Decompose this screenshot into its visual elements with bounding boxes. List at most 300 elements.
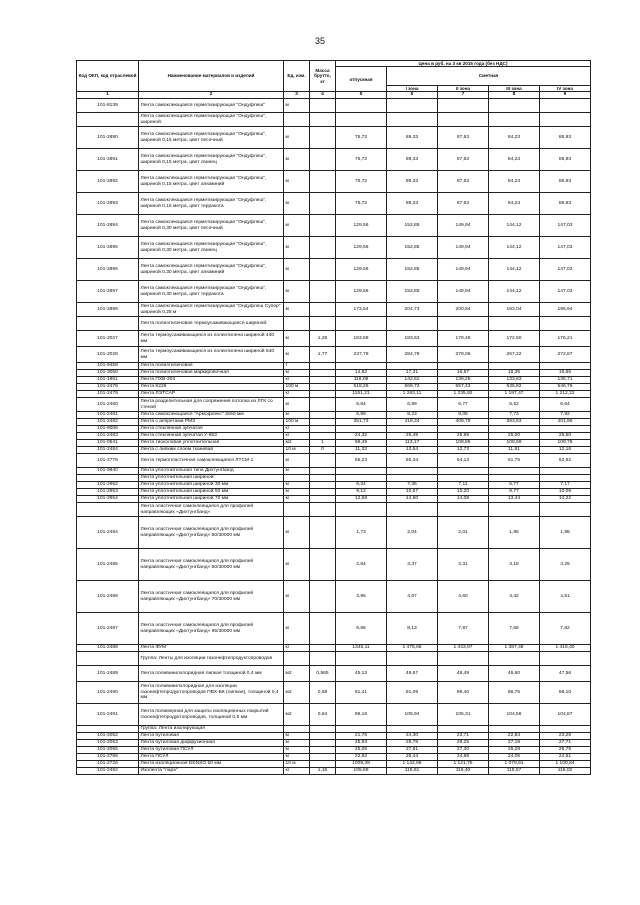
row-code [77,475,139,482]
row-unit: м [284,303,310,317]
row-code: 101-2894 [77,215,139,237]
row-price-zone-2: 1 235,92 [438,391,489,398]
row-price-release: 22,92 [336,754,387,761]
row-price-zone-1: 2,04 [387,517,438,549]
row-price-zone-3: 25,00 [489,433,540,440]
row-price-zone-3: 1 187,47 [489,391,540,398]
row-code: 101-2484 [77,447,139,454]
row-mass [310,303,336,317]
row-name: Лента изоляционная DENSO 50 мм [139,761,284,768]
row-price-release: 12,58 [336,496,387,503]
row-price-zone-1: 91,09 [387,682,438,704]
row-mass [310,761,336,768]
row-price-release: 6,34 [336,482,387,489]
row-price-zone-4: 7,92 [540,412,591,419]
row-mass: 1,25 [310,331,336,347]
row-price-zone-1: 27,81 [387,747,438,754]
row-mass [310,426,336,433]
row-mass [310,363,336,370]
row-mass [310,281,336,303]
row-price-zone-3: 4,42 [489,581,540,613]
row-price-zone-3: 1,95 [489,517,540,549]
row-price-release: 96,49 [336,440,387,447]
row-code: 101-2484 [77,517,139,549]
row-name: Лента уплотнительная типа Дихтунгбанд [139,468,284,475]
row-price-zone-2: 87,63 [438,171,489,193]
row-price-zone-3 [489,652,540,666]
row-unit: м [284,370,310,377]
row-name: Лента полимерная для защиты изоляционных покрытий газонефтепродуктопроводов, толщиной 0,5 мм [139,704,284,726]
header-column-numbers [77,92,591,99]
row-price-zone-2: 27,30 [438,747,489,754]
table-row [77,193,591,215]
row-name: Лента уплотнительная шириной 50 мм [139,489,284,496]
row-name: Лента тиоколовая уплотнительная [139,440,284,447]
row-price-zone-1: 152,85 [387,259,438,281]
row-unit: м [284,489,310,496]
row-price-release [336,503,387,517]
row-price-zone-4 [540,426,591,433]
row-code: 101-0541 [77,440,139,447]
header-zone-3: III зона [489,85,540,91]
row-price-zone-1: 183,63 [387,331,438,347]
row-name: Лента бутиловая ПСУЛ [139,747,284,754]
row-mass [310,740,336,747]
header-code: Код ОКП, код отраслевой [77,61,139,92]
row-price-zone-2: 7,97 [438,613,489,645]
row-price-release: 129,56 [336,215,387,237]
row-price-zone-3: 144,12 [489,259,540,281]
row-price-zone-2: 1 443,97 [438,645,489,652]
row-name: Лента К226 [139,384,284,391]
table-row [77,317,591,331]
row-price-zone-1 [387,503,438,517]
row-price-zone-3: 6,77 [489,482,540,489]
row-price-zone-3: 3,18 [489,549,540,581]
row-mass [310,475,336,482]
row-price-release: 2,84 [336,549,387,581]
row-unit: м [284,754,310,761]
table-row [77,454,591,468]
table-row [77,237,591,259]
row-price-zone-1: 10,57 [387,489,438,496]
row-price-zone-3 [489,363,540,370]
table-row [77,127,591,149]
row-price-zone-2: 278,06 [438,347,489,363]
row-price-zone-4: 546,76 [540,384,591,391]
row-price-release: 1151,21 [336,391,387,398]
table-row [77,482,591,489]
row-unit: м [284,517,310,549]
row-price-release: 14,82 [336,370,387,377]
row-price-zone-1: 152,85 [387,281,438,303]
table-row [77,384,591,391]
row-price-release: 21,76 [336,733,387,740]
row-price-zone-3: 9,77 [489,489,540,496]
row-code: 101-2055 [77,747,139,754]
row-price-zone-1: 17,31 [387,370,438,377]
row-price-zone-3: 267,22 [489,347,540,363]
row-code [77,726,139,733]
row-name: Лента стеклянная зубчатая [139,426,284,433]
row-code: 101-2897 [77,281,139,303]
row-price-zone-2: 149,94 [438,215,489,237]
row-price-zone-1 [387,99,438,113]
row-price-zone-3: 6,52 [489,398,540,412]
row-price-zone-2: 1 121,75 [438,761,489,768]
row-name: Лента самоклеющаяся герметизирующая "Ондуфлеш", шириной 0,15 метра, цвет терракота [139,193,284,215]
row-price-release: 1,73 [336,517,387,549]
row-mass [310,370,336,377]
row-price-zone-2: 200,84 [438,303,489,317]
row-unit: м [284,412,310,419]
row-name: Лента эластичная самоклеящаяся для профилей направляющих «Дихтунгбанд» 70/30000 мм [139,581,284,613]
row-price-zone-1 [387,468,438,475]
row-price-zone-4: 23,28 [540,733,591,740]
row-price-zone-3 [489,317,540,331]
row-code: 101-2952 [77,482,139,489]
row-unit [284,503,310,517]
row-mass [310,482,336,489]
row-mass: 0 [310,447,336,454]
row-code: 101-8139 [77,99,139,113]
row-unit: кг [284,426,310,433]
row-price-release: 129,56 [336,237,387,259]
row-price-zone-2 [438,363,489,370]
row-unit: м [284,149,310,171]
row-mass [310,754,336,761]
row-code: 101-2490 [77,682,139,704]
row-price-release: 75,72 [336,193,387,215]
row-price-zone-4: 1 100,84 [540,761,591,768]
row-price-zone-1: 8,13 [387,613,438,645]
row-mass [310,549,336,581]
row-code: 101-2486 [77,581,139,613]
row-code: 101-2893 [77,193,139,215]
row-name: Лента полиэтиленовая термоусаживающаяся шириной: [139,317,284,331]
row-code: 101-2027 [77,331,139,347]
row-price-zone-3: 26,28 [489,747,540,754]
row-price-zone-4: 27,71 [540,740,591,747]
row-unit: м [284,468,310,475]
row-price-zone-4: 147,03 [540,281,591,303]
row-mass [310,215,336,237]
row-price-zone-2: 3,31 [438,549,489,581]
table-row [77,704,591,726]
row-name: Лента уплотнительная шириной 30 мм [139,482,284,489]
row-code: 101-9940 [77,468,139,475]
row-name: Лента бутиловая [139,733,284,740]
row-name: Лента поливинилхлоридная липкая толщиной 0,4 мм [139,666,284,682]
row-price-zone-4 [540,726,591,733]
row-code: 101-8006 [77,426,139,433]
row-name: Лента стеклянная зубчатая У-653 [139,433,284,440]
table-row [77,303,591,317]
row-mass [310,149,336,171]
table-row [77,419,591,426]
row-price-zone-3 [489,726,540,733]
row-price-zone-4: 4,51 [540,581,591,613]
header-zone-4: IV зона [540,85,591,91]
table-row [77,726,591,733]
row-price-zone-2: 12,73 [438,447,489,454]
row-code: 101-2786 [77,754,139,761]
row-price-zone-3: 109,59 [489,440,540,447]
col-num: 7 [438,92,489,99]
header-unit: Ед. изм. [284,61,310,92]
row-price-zone-4: 26,79 [540,747,591,754]
row-price-zone-3: 7,73 [489,412,540,419]
row-price-release [336,475,387,482]
header-price-title: Цена в руб. на 3 кв 2015 года (без НДС) [336,61,591,67]
col-num: 4 [310,92,336,99]
row-price-zone-4 [540,503,591,517]
row-unit: кг [284,377,310,384]
table-row [77,149,591,171]
row-price-release [336,317,387,331]
row-mass [310,468,336,475]
row-code: 101-2479 [77,391,139,398]
row-mass [310,391,336,398]
row-price-release: 173,54 [336,303,387,317]
row-unit: м [284,549,310,581]
row-price-zone-2: 7,11 [438,482,489,489]
row-name: Лента уплотнительная шириной: [139,475,284,482]
row-unit [284,475,310,482]
row-price-zone-2 [438,726,489,733]
row-price-zone-2: 23,71 [438,733,489,740]
row-mass [310,113,336,127]
row-mass [310,384,336,391]
row-mass [310,613,336,645]
row-price-zone-4: 147,03 [540,237,591,259]
row-price-zone-4: 7,17 [540,482,591,489]
col-num: 8 [489,92,540,99]
row-price-release [336,652,387,666]
row-price-zone-3: 22,84 [489,733,540,740]
row-name: Лента поливинилхлоридная для изоляции газонефтепродуктопроводов ПВХ-БК (липкая), толщиной 0,4 мм [139,682,284,704]
row-price-zone-2 [438,652,489,666]
row-price-release: 81,41 [336,682,387,704]
row-name: Лента полиэтиленовая маркировочная [139,370,284,377]
row-unit: м [284,747,310,754]
row-price-zone-1: 28,78 [387,740,438,747]
row-name: Лента самоклеющаяся герметизирующая "Ондуфлеш", шириной 0,15 метра, цвет песочный [139,127,284,149]
row-price-release: 25,05 [336,747,387,754]
row-price-zone-1: 8,23 [387,412,438,419]
row-price-release: 1009,39 [336,761,387,768]
row-mass [310,377,336,384]
row-price-zone-2: 48,49 [438,666,489,682]
row-price-zone-3 [489,113,540,127]
row-mass: 0,58 [310,682,336,704]
table-row [77,347,591,363]
row-price-zone-4: 116,02 [540,768,591,775]
row-price-zone-1: 13,54 [387,447,438,454]
row-price-zone-2: 557,43 [438,384,489,391]
row-mass: 1,77 [310,347,336,363]
row-price-zone-4: 104,87 [540,704,591,726]
row-price-zone-4: 109,79 [540,440,591,447]
row-price-zone-3: 104,56 [489,704,540,726]
row-unit [284,113,310,127]
table-row [77,652,591,666]
row-name: Лента разделительная для сопряжения потолка из ЛГК со стеной [139,398,284,412]
row-price-zone-2: 89,40 [438,682,489,704]
row-price-release: 45,13 [336,666,387,682]
row-price-zone-4: 176,21 [540,331,591,347]
row-mass [310,517,336,549]
row-price-zone-2: 139,25 [438,377,489,384]
row-unit: т [284,363,310,370]
row-price-release: 129,56 [336,259,387,281]
row-unit: кг [284,645,310,652]
row-price-release: 1345,11 [336,645,387,652]
table-row [77,761,591,768]
row-price-zone-1: 152,85 [387,215,438,237]
row-price-zone-4: 7,82 [540,613,591,645]
row-name: Лента самоклеющаяся герметизирующая "Ондуфлеш", шириной 0,15 метра, цвет алюминий [139,171,284,193]
row-name: Лента полиэтиленовая [139,363,284,370]
row-price-zone-1: 65,34 [387,454,438,468]
row-name: Лента самоклеющаяся герметизирующая "Ондуфлеш", шириной 0,30 метра, цвет песочный [139,215,284,237]
row-code: 101-2953 [77,489,139,496]
row-price-zone-2: 25,99 [438,433,489,440]
row-price-zone-3: 84,23 [489,127,540,149]
row-unit: м2 [284,666,310,682]
row-price-zone-4: 16,66 [540,370,591,377]
row-price-zone-1: 14,50 [387,496,438,503]
row-price-zone-3: 61,75 [489,454,540,468]
row-price-release: 237,79 [336,347,387,363]
row-price-zone-1: 105,94 [387,704,438,726]
row-price-zone-1: 25,44 [387,754,438,761]
row-unit: м [284,193,310,215]
row-name: Лента самоклеющаяся "Армофлекс" 3x50 мм [139,412,284,419]
row-price-zone-1: 3,37 [387,549,438,581]
row-unit: м2 [284,440,310,447]
table-row [77,468,591,475]
row-unit [284,317,310,331]
table-row [77,440,591,447]
row-price-release: 75,72 [336,127,387,149]
row-price-release: 75,72 [336,149,387,171]
row-price-zone-4 [540,475,591,482]
row-price-release [336,468,387,475]
row-price-release: 5,84 [336,398,387,412]
table-row [77,740,591,747]
row-price-zone-1: 89,33 [387,193,438,215]
row-price-zone-3: 84,23 [489,149,540,171]
row-unit [284,652,310,666]
row-price-zone-2 [438,99,489,113]
table-row [77,666,591,682]
row-price-zone-2: 105,31 [438,704,489,726]
row-price-zone-1: 24,30 [387,733,438,740]
row-price-release: 129,56 [336,281,387,303]
row-price-release: 153,59 [336,331,387,347]
header-mass: Масса брутто, кг [310,61,336,92]
row-mass: 1,16 [310,768,336,775]
row-code: 101-2053 [77,740,139,747]
row-code [77,113,139,127]
row-unit: м [284,733,310,740]
header-zone-2: II зона [438,85,489,91]
col-num: 9 [540,92,591,99]
row-price-zone-3: 24,05 [489,754,540,761]
row-price-zone-3 [489,426,540,433]
row-price-release: 11,33 [336,447,387,454]
row-price-zone-2 [438,317,489,331]
row-name: Лента ПХВ-304 [139,377,284,384]
row-price-zone-2: 2,01 [438,517,489,549]
row-code: 101-9458 [77,363,139,370]
row-price-zone-1 [387,726,438,733]
row-mass [310,489,336,496]
table-row [77,581,591,613]
row-unit: кг [284,433,310,440]
row-unit: 100 м [284,419,310,426]
row-price-zone-2 [438,503,489,517]
row-price-zone-4: 12,18 [540,447,591,454]
row-unit: м [284,215,310,237]
row-unit: м [284,613,310,645]
table-row [77,363,591,370]
table-row [77,171,591,193]
table-row [77,113,591,127]
table-row [77,426,591,433]
table-row [77,733,591,740]
table-row [77,475,591,482]
row-code: 101-2896 [77,259,139,281]
row-price-zone-2: 116,40 [438,768,489,775]
row-price-zone-2: 6,77 [438,398,489,412]
row-code: 101-3050 [77,370,139,377]
row-price-zone-4: 1 416,40 [540,645,591,652]
row-name: Лента самоклеющаяся герметизирующая "Ондуфлеш", шириной 0,30 метра, цвет свинец [139,237,284,259]
row-price-release [336,726,387,733]
row-name: Лента эластичная самоклеящаяся для профилей направляющих «Дихтунгбанд» 50/30000 мм [139,517,284,549]
row-price-release: 55,23 [336,454,387,468]
row-unit: м [284,99,310,113]
row-code: 101-2899 [77,303,139,317]
row-unit: м [284,398,310,412]
row-price-zone-3: 144,12 [489,281,540,303]
row-code: 101-2492 [77,768,139,775]
row-price-zone-3: 1 079,91 [489,761,540,768]
row-unit: м [284,259,310,281]
row-mass [310,733,336,740]
table-row [77,99,591,113]
row-name: Лента самоклеющаяся герметизирующая "Ондуфлеш", шириной 0,30 метра, цвет терракота [139,281,284,303]
row-mass [310,496,336,503]
header-zone-1: I зона [387,85,438,91]
row-unit: м [284,331,310,347]
row-price-zone-3: 115,57 [489,768,540,775]
row-price-zone-2: 64,13 [438,454,489,468]
table-row [77,370,591,377]
row-mass [310,419,336,426]
row-price-zone-3 [489,468,540,475]
row-mass: 0,565 [310,666,336,682]
row-price-zone-2 [438,113,489,127]
row-mass [310,726,336,733]
row-price-zone-4: 85,93 [540,171,591,193]
row-code: 101-2891 [77,149,139,171]
row-price-zone-4: 10,09 [540,489,591,496]
row-code: 101-2779 [77,454,139,468]
table-row [77,645,591,652]
